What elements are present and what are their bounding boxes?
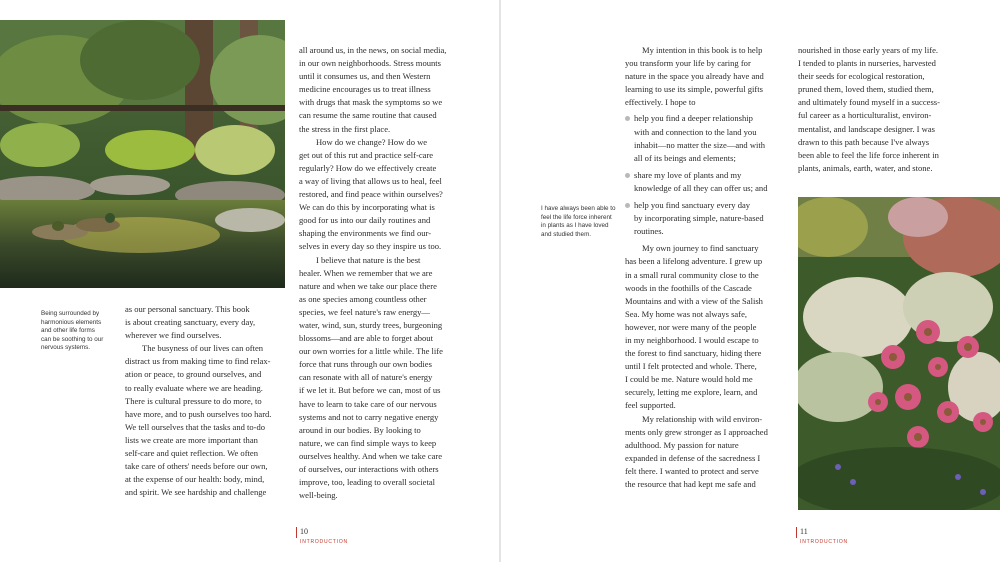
text-line: My intention in this book is to help — [642, 45, 763, 55]
text-line: nature, we can find simple ways to keep — [299, 437, 437, 448]
text-line: ourselves healthy. And when we take care — [299, 450, 443, 461]
text-line: Sea. My home was not always safe, — [625, 308, 748, 319]
pull-quote-line: I have always been able to — [541, 205, 616, 212]
pull-quote-line: feel the life force inherent — [541, 213, 612, 221]
bullet-dot-icon — [625, 203, 630, 208]
text-line: felt there. I wanted to protect and serve — [625, 465, 759, 476]
text-line: water, wind, sun, sturdy trees, burgeoning — [299, 319, 443, 330]
text-line: knowledge of all they can offer us; and — [634, 182, 768, 193]
text-line: as our personal sanctuary. This book — [125, 304, 250, 314]
text-line: all around us, in the news, on social media, — [299, 45, 447, 55]
text-line: medicine encourages us to treat illness — [299, 84, 431, 95]
text-line: force that runs through our own bodies — [299, 359, 432, 370]
text-line: ments only grew stronger as I approached — [625, 426, 768, 437]
text-line: wherever we find ourselves. — [125, 330, 222, 341]
text-line: until I felt protected and whole. There, — [625, 361, 757, 372]
body-paragraph — [125, 303, 290, 342]
folio-rule — [796, 527, 797, 538]
text-line: I could be me. Nature would hold me — [625, 374, 753, 385]
text-line: nature in the space you already have and — [625, 71, 764, 82]
text-line: I tended to plants in nurseries, harvested — [798, 58, 936, 69]
text-line: species, we feel nature's raw energy— — [299, 306, 430, 317]
bullet-list — [625, 112, 795, 238]
body-paragraph — [299, 136, 469, 254]
left-page — [0, 0, 499, 562]
text-line: blossoms—and are able to forget about — [299, 333, 433, 344]
text-line: nature and when we take our place there — [299, 280, 437, 291]
caption-line: harmonious elements — [41, 318, 102, 326]
text-line: selves in every day so they inspire us too. — [299, 241, 442, 252]
text-line: and spirit. We see hardship and challenge — [125, 487, 267, 498]
text-line: drawn to this path because I've always — [798, 136, 930, 147]
text-line: lists we create are more important than — [125, 434, 258, 445]
text-line: share my love of plants and my — [634, 169, 742, 180]
text-line: self-care and quiet reflection. We often — [125, 448, 258, 459]
text-line: restored, and find peace within ourselves? — [299, 189, 443, 200]
text-line: I believe that nature is the best — [316, 254, 421, 265]
text-line: can resume the same routine that caused — [299, 110, 437, 121]
text-line: ful career as a horticulturalist, environ- — [798, 110, 932, 121]
text-line: inhabit—no matter the size—and with — [634, 139, 766, 150]
text-line: get out of this rut and practice self-care — [299, 149, 434, 160]
text-line: with and connection to the land you — [634, 126, 757, 137]
text-line: There is cultural pressure to do more, to — [125, 395, 262, 406]
text-line: healer. When we remember that we are — [299, 267, 433, 278]
body-paragraph — [299, 254, 469, 503]
text-line: pruned them, loved them, studied them, — [798, 84, 934, 95]
text-line: How do we change? How do we — [316, 136, 428, 147]
text-line: expanded in defense of the sacredness I — [625, 452, 761, 463]
text-line: securely, letting me explore, learn, and — [625, 387, 758, 398]
text-line: and ultimately found myself in a success- — [798, 97, 940, 108]
body-paragraph — [125, 342, 290, 499]
text-line: been able to feel the life force inherent in — [798, 149, 939, 160]
text-line: My relationship with wild environ- — [642, 413, 763, 424]
body-paragraph — [625, 242, 795, 412]
text-line: as one species among countless other — [299, 293, 427, 304]
body-paragraph — [798, 44, 983, 175]
text-line: is about creating sanctuary, every day, — [125, 317, 256, 328]
body-paragraph — [625, 413, 795, 492]
text-line: My own journey to find sanctuary — [642, 243, 759, 254]
text-line: with drugs that mask the symptoms so we — [299, 97, 443, 108]
caption-line: Being surrounded by — [41, 310, 100, 317]
text-line: well-being. — [299, 490, 338, 501]
text-line: their seeds for ecological restoration, — [798, 71, 925, 82]
text-line: ation or peace, to ground ourselves, and — [125, 369, 262, 380]
text-line: has been a lifelong adventure. I grew up — [625, 256, 763, 267]
text-line: mentalist, and landscape designer. I was — [798, 123, 935, 134]
page-number: 10 — [300, 527, 308, 536]
text-line: routines. — [634, 226, 664, 237]
text-line: until it consumes us, and then Western — [299, 71, 431, 82]
coneflower-illustration — [798, 197, 1000, 510]
text-line: plants, animals, earth, water, and stone. — [798, 162, 933, 173]
text-line: The busyness of our lives can often — [142, 343, 264, 354]
pull-quote-line: in plants as I have loved — [541, 222, 609, 230]
text-line: by incorporating simple, nature-based — [634, 213, 764, 224]
pull-quote — [541, 205, 623, 239]
text-line: Mountains and with a view of the Salish — [625, 295, 763, 306]
text-line: our own worries for a little while. The life — [299, 346, 443, 357]
body-paragraph — [299, 44, 469, 136]
list-item — [625, 169, 795, 195]
list-item — [625, 112, 795, 164]
text-line: in my neighborhood. I would escape to — [625, 334, 759, 345]
text-line: if we let it. But before we can, most of us — [299, 385, 441, 396]
text-line: help you find sanctuary every day — [634, 200, 751, 211]
bullet-dot-icon — [625, 116, 630, 121]
left-body-column-2 — [299, 44, 469, 502]
text-line: the resource that had kept me safe and — [625, 479, 756, 489]
text-line: have to learn to take care of our nervous — [299, 398, 437, 409]
text-line: learning to use its simple, powerful gifts — [625, 84, 763, 95]
text-line: to really evaluate where we are heading. — [125, 382, 263, 393]
text-line: improve, too, leading to overall societal — [299, 477, 435, 488]
pull-quote-line: and studied them. — [541, 230, 592, 238]
left-body-column-1 — [125, 303, 290, 499]
section-label: INTRODUCTION — [300, 539, 348, 545]
text-line: a way of living that allows us to heal, feel — [299, 175, 442, 186]
text-line: in our own neighborhoods. Stress mounts — [299, 58, 441, 69]
text-line: good for us into our daily routines and — [299, 215, 431, 226]
text-line: help you find a deeper relationship — [634, 113, 753, 124]
text-line: around in our bodies. By looking to — [299, 424, 421, 435]
pond-ducks-photo — [0, 20, 285, 288]
page-number: 11 — [800, 527, 808, 536]
text-line: nourished in those early years of my life. — [798, 45, 939, 55]
text-line: the stress in the first place. — [299, 123, 391, 134]
text-line: take care of others' needs before our own, — [125, 461, 268, 472]
text-line: all of its beings and elements; — [634, 152, 736, 163]
text-line: shaping the environments we find our- — [299, 228, 432, 239]
text-line: can resonate with all of nature's energy — [299, 372, 433, 383]
text-line: have more, and to push ourselves too hard. — [125, 408, 272, 419]
bullet-dot-icon — [625, 173, 630, 178]
text-line: feel supported. — [625, 400, 676, 411]
right-body-column-2 — [798, 44, 983, 175]
text-line: We tell ourselves that the tasks and to-do — [125, 421, 266, 432]
body-paragraph — [625, 44, 795, 109]
text-line: however, nor were many of the people — [625, 321, 757, 332]
text-line: in a small rural community close to the — [625, 269, 759, 280]
text-line: you transform your life by caring for — [625, 58, 751, 69]
caption-line: and other life forms — [41, 327, 95, 335]
pond-ducks-illustration — [0, 20, 285, 288]
text-line: woods in the foothills of the Cascade — [625, 282, 752, 293]
coneflower-garden-photo — [798, 197, 1000, 510]
folio-rule — [296, 527, 297, 538]
list-item — [625, 199, 795, 238]
text-line: distract us from making time to find relax- — [125, 356, 271, 367]
text-line: We can do this by incorporating what is — [299, 202, 435, 213]
right-page — [501, 0, 1000, 562]
text-line: regularly? How do we effectively create — [299, 162, 437, 173]
right-body-column-1 — [625, 44, 795, 491]
section-label: INTRODUCTION — [800, 539, 848, 545]
photo-caption — [41, 310, 121, 353]
text-line: the forest to find sanctuary, hiding there — [625, 348, 762, 359]
caption-line: can be soothing to our — [41, 335, 104, 343]
text-line: adulthood. My passion for nature — [625, 439, 739, 450]
text-line: at the expense of our health: body, mind, — [125, 474, 265, 485]
caption-line: nervous systems. — [41, 344, 90, 352]
text-line: effectively. I hope to — [625, 97, 696, 108]
text-line: of ourselves, our interactions with others — [299, 464, 439, 474]
text-line: systems and not to carry negative energy — [299, 411, 439, 422]
